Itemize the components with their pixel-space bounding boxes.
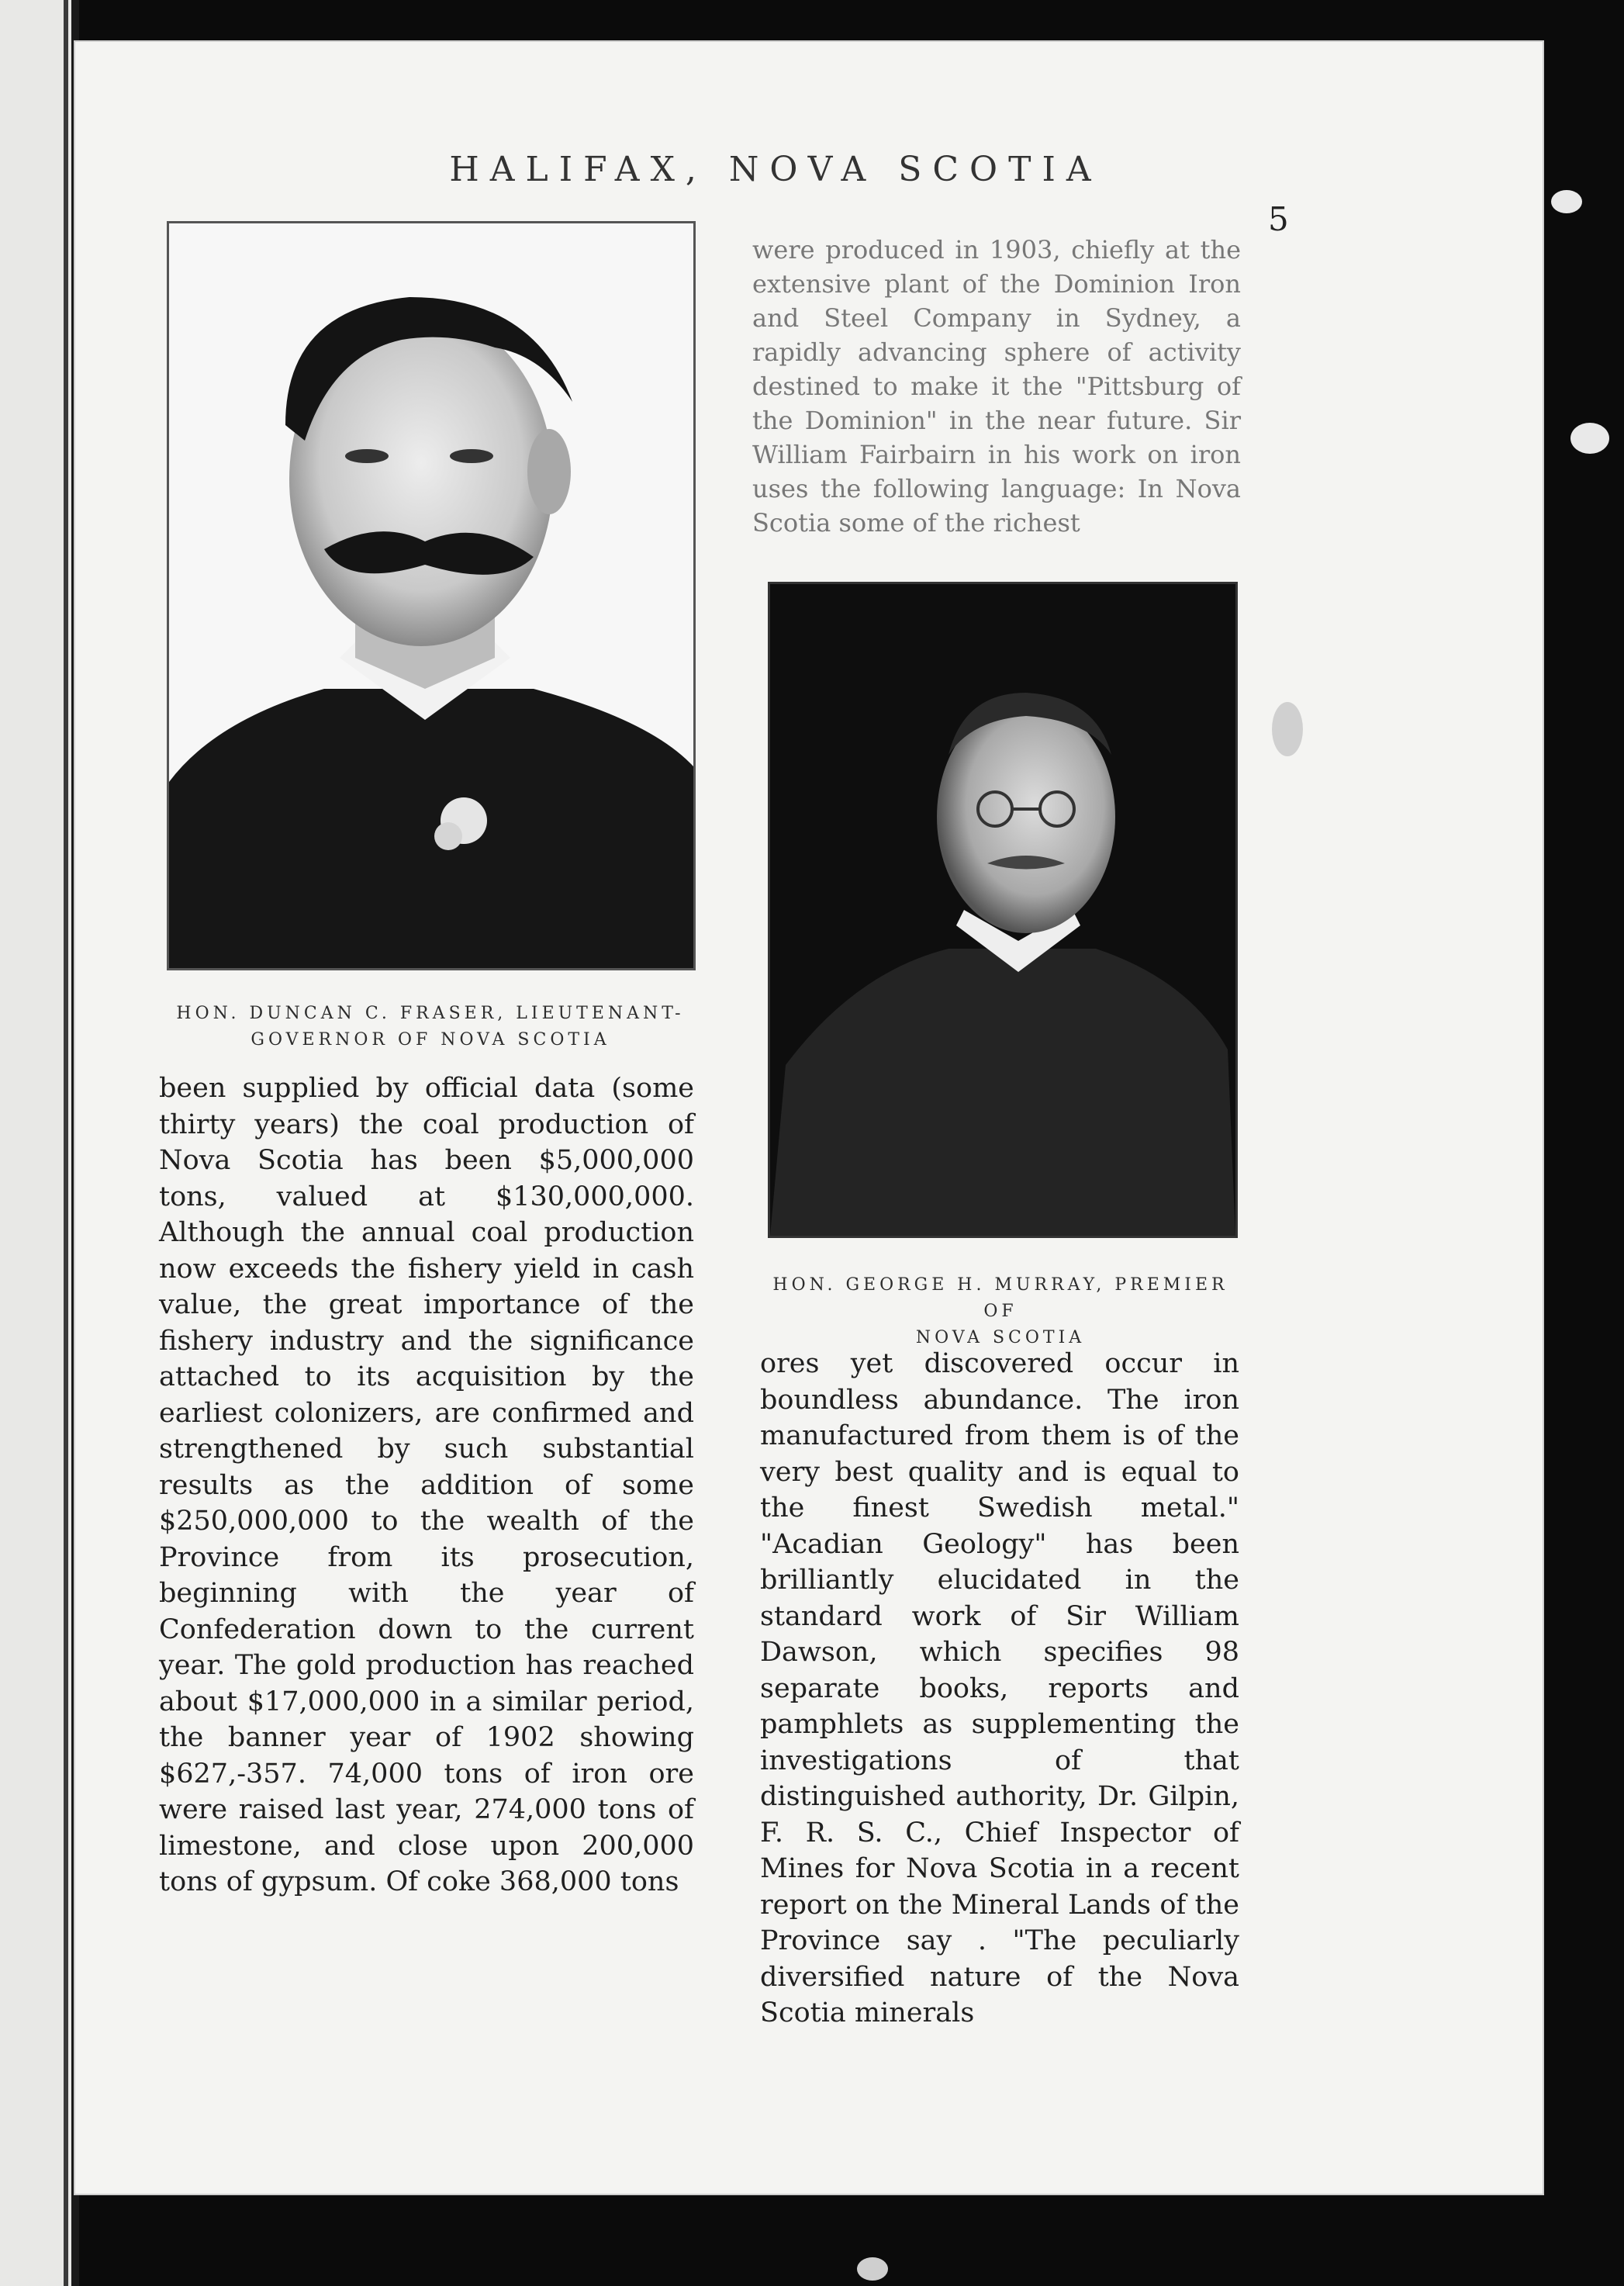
portrait-murray-image: [770, 584, 1235, 1236]
caption-fraser-line2: GOVERNOR OF NOVA SCOTIA: [251, 1030, 610, 1050]
portrait-fraser-image: [169, 223, 693, 968]
facing-page-edge: [0, 0, 79, 2286]
portrait-fraser: [167, 221, 696, 970]
caption-murray-line2: NOVA SCOTIA: [915, 1328, 1086, 1347]
paragraph-right-bottom: ores yet discovered occur in boundless abundance. The iron manufactured from them is of the very best quality and is equal to the finest Swedish metal." "Acadian Geology" has been brilliantly elucidated in the standard work of Sir William Dawson, which specifies 98 separate books, reports and pamphlets as supplementing the investigations of that distinguished authority, Dr. Gilpin, F. R. S. C., Chief Inspector of Mines for Nova Scotia in a recent report on the Mineral Lands of the Province say . "The peculiarly diversified nature of the Nova Scotia minerals: [760, 1348, 1239, 2028]
caption-fraser: [159, 1001, 702, 1053]
paragraph-right-top: were produced in 1903, chiefly at the extensive plant of the Dominion Iron and Steel Company in Sydney, a rapidly advancing sphere of activity destined to make it the "Pittsburg of the Dominion" in the near future. Sir William Fairbairn in his work on iron uses the following language: In Nova Scotia some of the richest: [752, 235, 1241, 538]
caption-murray: [760, 1272, 1241, 1351]
body-text-right-bottom: [760, 1346, 1239, 2032]
page-number: 5: [1268, 200, 1289, 238]
body-text-left: [159, 1070, 694, 1900]
portrait-murray: [768, 582, 1238, 1238]
paragraph-left: been supplied by official data (some thirty years) the coal production of Nova Scotia has been $5,000,000 tons, valued at $130,000,000. Although the annual coal production now exceeds the fishery yield in cash value, the great importance of the fishery industry and the significance attached to its acquisition by the earliest colonizers, are confirmed and strengthened by such substantial results as the addition of some $250,000,000 to the wealth of the Province from its prosecution, beginning with the year of Confederation down to the current year. The gold production has reached about $17,000,000 in a similar period, the banner year of 1902 showing $627,-357. 74,000 tons of iron ore were raised last year, 274,000 tons of limestone, and close upon 200,000 tons of gypsum. Of coke 368,000 tons: [159, 1073, 694, 1897]
body-text-right-top: [752, 233, 1241, 540]
running-head: HALIFAX, NOVA SCOTIA: [449, 150, 1102, 189]
caption-murray-line1: HON. GEORGE H. MURRAY, PREMIER OF: [772, 1275, 1228, 1321]
caption-fraser-line1: HON. DUNCAN C. FRASER, LIEUTENANT-: [176, 1004, 685, 1023]
